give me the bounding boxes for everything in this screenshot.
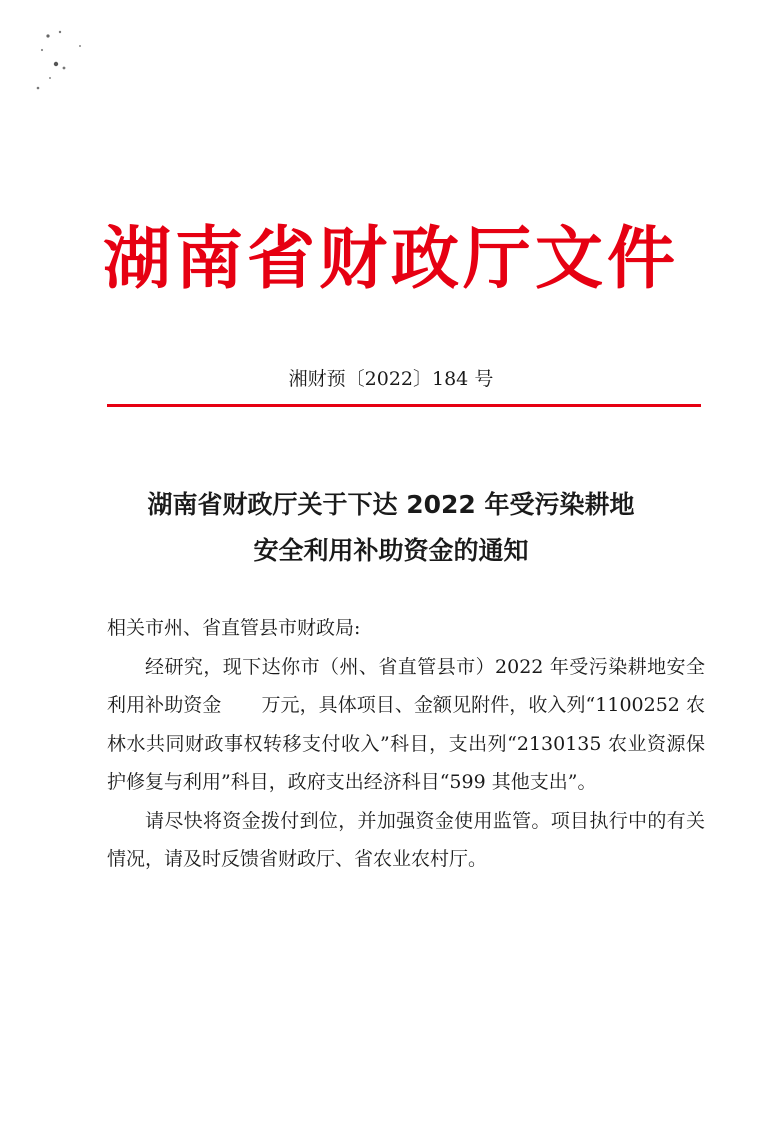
- scan-specks: [30, 22, 100, 102]
- paragraph-funding: [107, 648, 705, 802]
- paragraph-instructions: 请尽快将资金拨付到位，并加强资金使用监管。项目执行中的有关情况，请及时反馈省财政厅、省农业农村厅。: [107, 809, 705, 870]
- document-number: 湘财预〔2022〕184 号: [288, 368, 494, 390]
- paragraph-funding-part1: 经研究，现下达你市（州、省直管县市）2022 年受污染耕地安全利用补助资金: [107, 655, 705, 716]
- salutation: 相关市州、省直管县市财政局:: [107, 617, 361, 639]
- red-divider: [107, 404, 701, 407]
- masthead-title: 湖南省财政厅文件: [102, 220, 679, 299]
- notice-title: [80, 482, 702, 574]
- title-line-2: 安全利用补助资金的通知: [253, 536, 529, 565]
- document-body: [107, 609, 705, 879]
- paragraph-funding-part2: 万元，具体项目、金额见附件，收入列“1100252 农林水共同财政事权转移支付收入”科目，支出列“2130135 农业资源保护修复与利用”科目，政府支出经济科目“599 其他支出”。: [107, 694, 705, 793]
- title-line-1: 湖南省财政厅关于下达 2022 年受污染耕地: [147, 490, 635, 519]
